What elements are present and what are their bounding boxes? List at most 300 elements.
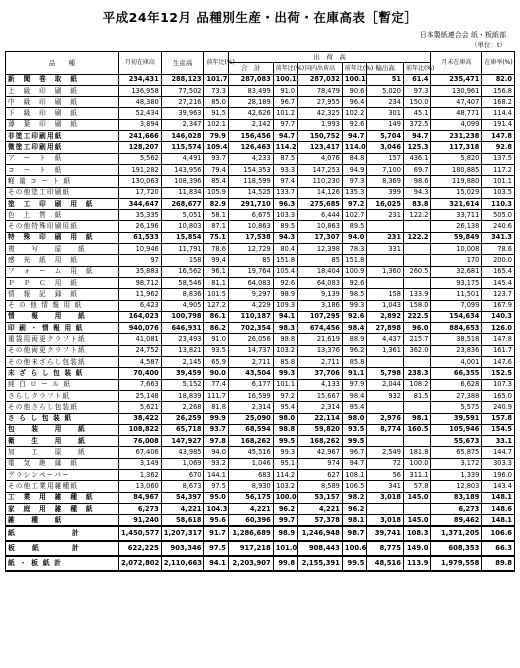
cell-value: 4,437	[367, 334, 404, 345]
cell-value: 100.9	[342, 266, 366, 277]
cell-value: 98.7	[342, 526, 366, 541]
cell-value: 98.0	[273, 413, 297, 424]
cell-value: 94.0	[342, 232, 366, 243]
cell-value: 41,081	[118, 334, 161, 345]
cell-value: 3,149	[118, 458, 161, 469]
cell-value: 148.1	[482, 492, 515, 503]
cell-value: 6,423	[118, 300, 161, 311]
cell-value: 1,360	[367, 266, 404, 277]
cell-value: 78.6	[204, 244, 228, 255]
cell-value: 100.1	[342, 74, 366, 85]
cell-value: 94.7	[273, 131, 297, 142]
header-export-ratio: 前年比(%)	[403, 63, 430, 74]
row-label: その他未ざらし包装紙	[6, 357, 119, 368]
row-label: 感 光 紙 用 紙	[6, 255, 119, 266]
cell-value: 48,771	[431, 108, 482, 119]
cell-value: 108,822	[118, 424, 161, 435]
cell-value: 4,221	[228, 503, 273, 514]
table-row	[6, 424, 515, 435]
row-label: 下 級 印 刷 紙	[6, 108, 119, 119]
cell-value: 98.0	[342, 413, 366, 424]
cell-value: 96.2	[273, 503, 297, 514]
cell-value: 222.5	[403, 311, 430, 322]
cell-value: 7,099	[431, 300, 482, 311]
cell-value: 268,677	[161, 198, 204, 209]
row-label: その他塗工印刷紙	[6, 187, 119, 198]
cell-value: 57,378	[298, 515, 343, 527]
cell-value: 2,892	[367, 311, 404, 322]
cell-value: 110.3	[482, 198, 515, 209]
cell-value: 181.8	[403, 447, 430, 458]
cell-value: 65,875	[431, 447, 482, 458]
cell-value: 4,099	[431, 119, 482, 130]
cell-value: 6,273	[118, 503, 161, 514]
table-header	[6, 52, 515, 75]
cell-value: 128,207	[118, 142, 161, 153]
cell-value: 154,353	[228, 164, 273, 175]
row-label: 薄 葉 印 刷 紙	[6, 119, 119, 130]
cell-value: 66.3	[482, 541, 515, 556]
cell-value	[403, 244, 430, 255]
cell-value: 113.9	[403, 556, 430, 571]
row-label: 衛 生 用 紙	[6, 436, 119, 447]
row-label: その他特殊印刷用紙	[6, 221, 119, 232]
cell-value: 362.0	[403, 345, 430, 356]
cell-value: 99.9	[204, 413, 228, 424]
row-label: 電 気 絶 縁 紙	[6, 458, 119, 469]
cell-value: 96.2	[342, 503, 366, 514]
cell-value: 67,406	[118, 447, 161, 458]
cell-value: 6,444	[298, 210, 343, 221]
row-label: 家 庭 用 雑 種 紙	[6, 503, 119, 514]
cell-value: 235,471	[431, 74, 482, 85]
cell-value: 10,008	[431, 244, 482, 255]
cell-value: 1,207,317	[161, 526, 204, 541]
cell-value: 97.9	[342, 379, 366, 390]
cell-value	[367, 255, 404, 266]
cell-value: 106.6	[482, 526, 515, 541]
cell-value: 24,752	[118, 345, 161, 356]
cell-value: 99.4	[204, 255, 228, 266]
cell-value: 108,396	[161, 176, 204, 187]
cell-value: 241,666	[118, 131, 161, 142]
cell-value: 917,218	[228, 541, 273, 556]
cell-value: 15,029	[431, 187, 482, 198]
cell-value: 147.8	[482, 334, 515, 345]
table-row	[6, 515, 515, 527]
cell-value: 108.2	[403, 379, 430, 390]
cell-value: 59,849	[431, 232, 482, 243]
cell-value: 86.2	[204, 323, 228, 334]
cell-value: 17,538	[228, 232, 273, 243]
cell-value: 51	[367, 74, 404, 85]
row-label: 色 上 質 紙	[6, 210, 119, 221]
table-row	[6, 300, 515, 311]
cell-value: 1,069	[161, 458, 204, 469]
cell-value: 96.3	[273, 198, 297, 209]
cell-value: 97.2	[342, 198, 366, 209]
statistics-table	[5, 51, 515, 572]
cell-value: 19,764	[228, 266, 273, 277]
cell-value: 133.7	[273, 187, 297, 198]
cell-value: 2,110,663	[161, 556, 204, 571]
cell-value: 98.4	[342, 323, 366, 334]
cell-value: 56,175	[228, 492, 273, 503]
cell-value: 27,955	[298, 97, 343, 108]
cell-value: 81.8	[204, 402, 228, 413]
header-hinshu: 品 種	[6, 52, 119, 75]
cell-value: 231,238	[431, 131, 482, 142]
cell-value: 101.5	[204, 289, 228, 300]
cell-value: 98.6	[403, 176, 430, 187]
table-row	[6, 221, 515, 232]
table-row	[6, 277, 515, 288]
cell-value: 105.4	[273, 266, 297, 277]
cell-value: 91.0	[273, 85, 297, 96]
cell-value: 92.6	[273, 277, 297, 288]
cell-value: 157.8	[482, 413, 515, 424]
cell-value: 93.7	[204, 153, 228, 164]
cell-value: 321,614	[431, 198, 482, 209]
cell-value: 93,175	[431, 277, 482, 288]
cell-value: 96.1	[204, 266, 228, 277]
cell-value: 908,443	[298, 541, 343, 556]
cell-value: 61.4	[403, 74, 430, 85]
cell-value: 151.8	[342, 255, 366, 266]
cell-value: 683	[228, 469, 273, 480]
table-row	[6, 436, 515, 447]
row-label: コ ー ト 紙	[6, 164, 119, 175]
cell-value: 1,371,205	[431, 526, 482, 541]
header-total: 合 計	[228, 63, 273, 74]
cell-value: 144.7	[482, 447, 515, 458]
cell-value: 2,314	[228, 402, 273, 413]
row-label: ア ー ト 紙	[6, 153, 119, 164]
cell-value: 145.0	[403, 492, 430, 503]
cell-value: 123.7	[482, 289, 515, 300]
cell-value: 1,046	[228, 458, 273, 469]
total-row	[6, 526, 515, 541]
cell-value: 91,240	[118, 515, 161, 527]
cell-value: 16,599	[228, 390, 273, 401]
cell-value: 627	[298, 469, 343, 480]
header-domestic: 国内出荷高	[298, 63, 343, 74]
cell-value: 156.8	[482, 85, 515, 96]
cell-value: 101.0	[273, 541, 297, 556]
cell-value: 72	[367, 458, 404, 469]
cell-value: 85	[298, 255, 343, 266]
table-row	[6, 447, 515, 458]
row-label: その他両更クラフト紙	[6, 345, 119, 356]
cell-value: 3,018	[367, 492, 404, 503]
cell-value: 4,133	[298, 379, 343, 390]
cell-value: 26,056	[228, 334, 273, 345]
cell-value: 89.5	[273, 221, 297, 232]
cell-value: 674,456	[298, 323, 343, 334]
cell-value: 2,268	[161, 402, 204, 413]
cell-value: 2,155,391	[298, 556, 343, 571]
cell-value: 122.2	[403, 210, 430, 221]
cell-value: 57.8	[403, 481, 430, 492]
cell-value: 92.6	[342, 119, 366, 130]
table-row	[6, 334, 515, 345]
row-label: 純 白 ロ ー ル 紙	[6, 379, 119, 390]
cell-value: 149.0	[403, 541, 430, 556]
cell-value	[403, 357, 430, 368]
cell-value: 2,203,907	[228, 556, 273, 571]
table-row	[6, 232, 515, 243]
cell-value: 108.1	[342, 469, 366, 480]
cell-value: 58.1	[204, 210, 228, 221]
cell-value: 98.1	[403, 413, 430, 424]
cell-value: 60,396	[228, 515, 273, 527]
cell-value: 88.9	[342, 334, 366, 345]
cell-value: 8,589	[298, 481, 343, 492]
header-production-ratio: 前年比(%)	[204, 52, 228, 75]
cell-value: 149	[367, 119, 404, 130]
cell-value: 12,803	[431, 481, 482, 492]
cell-value: 106.5	[342, 481, 366, 492]
cell-value: 16,562	[161, 266, 204, 277]
cell-value: 83.8	[403, 198, 430, 209]
cell-value: 303.3	[482, 458, 515, 469]
cell-value: 85.4	[204, 176, 228, 187]
cell-value: 93.2	[204, 458, 228, 469]
cell-value: 76,008	[118, 436, 161, 447]
cell-value: 2,314	[298, 402, 343, 413]
cell-value: 13,821	[161, 345, 204, 356]
cell-value: 107.3	[482, 379, 515, 390]
cell-value: 99.5	[342, 556, 366, 571]
cell-value: 98.8	[273, 424, 297, 435]
cell-value: 102.1	[204, 119, 228, 130]
cell-value: 170	[431, 255, 482, 266]
cell-value: 97	[118, 255, 161, 266]
cell-value: 16,025	[367, 198, 404, 209]
cell-value: 505.0	[482, 210, 515, 221]
cell-value: 311.1	[403, 469, 430, 480]
table-row	[6, 390, 515, 401]
cell-value: 35,335	[118, 210, 161, 221]
cell-value: 25,090	[228, 413, 273, 424]
cell-value: 99.3	[273, 447, 297, 458]
cell-value: 77,502	[161, 85, 204, 96]
cell-value: 12,729	[228, 244, 273, 255]
row-label: そ の 他 情 報 用 紙	[6, 300, 119, 311]
row-label: 軽 量 コ ー ト 紙	[6, 176, 119, 187]
cell-value: 231	[367, 210, 404, 221]
cell-value: 903,346	[161, 541, 204, 556]
cell-value: 1,361	[367, 345, 404, 356]
table-body	[6, 74, 515, 571]
cell-value: 135.3	[342, 187, 366, 198]
cell-value: 10,863	[298, 221, 343, 232]
cell-value: 11,791	[161, 244, 204, 255]
cell-value: 82.0	[482, 74, 515, 85]
cell-value: 94.3	[403, 187, 430, 198]
cell-value: 98.8	[273, 334, 297, 345]
cell-value: 38,422	[118, 413, 161, 424]
cell-value: 168,262	[228, 436, 273, 447]
table-row	[6, 244, 515, 255]
header-domestic-ratio: 前年比(%)	[342, 63, 366, 74]
cell-value: 2,347	[161, 119, 204, 130]
cell-value: 6,628	[431, 379, 482, 390]
table-row	[6, 142, 515, 153]
cell-value: 18,839	[161, 390, 204, 401]
cell-value: 96.4	[342, 97, 366, 108]
header-end-stock: 月末在庫高	[431, 52, 482, 75]
row-label: フ ォ ー ム 用 紙	[6, 266, 119, 277]
cell-value: 95.6	[204, 515, 228, 527]
organization-label: 日本製紙連合会 紙・板紙部	[419, 31, 506, 39]
row-label: 工 業 用 雑 種 紙	[6, 492, 119, 503]
cell-value: 103.2	[273, 345, 297, 356]
cell-value: 372.5	[403, 119, 430, 130]
cell-value	[403, 436, 430, 447]
cell-value: 10,863	[228, 221, 273, 232]
cell-value: 341	[367, 481, 404, 492]
cell-value: 80.4	[273, 244, 297, 255]
table-row	[6, 311, 515, 322]
cell-value: 98.2	[342, 492, 366, 503]
cell-value: 48,516	[367, 556, 404, 571]
cell-value: 99.3	[342, 300, 366, 311]
table-row	[6, 289, 515, 300]
cell-value: 39,741	[367, 526, 404, 541]
cell-value: 43,985	[161, 447, 204, 458]
cell-value: 2,145	[161, 357, 204, 368]
row-label: その他さらし包装紙	[6, 402, 119, 413]
cell-value: 87.5	[273, 153, 297, 164]
cell-value: 114.0	[342, 142, 366, 153]
cell-value: 98.1	[342, 515, 366, 527]
cell-value: 66,355	[431, 368, 482, 379]
cell-value: 58,546	[161, 277, 204, 288]
cell-value: 97.7	[273, 119, 297, 130]
cell-value: 148.6	[482, 503, 515, 514]
cell-value	[367, 357, 404, 368]
cell-value: 436.1	[403, 153, 430, 164]
cell-value: 5,798	[367, 368, 404, 379]
cell-value: 215.7	[403, 334, 430, 345]
cell-value: 125.3	[403, 142, 430, 153]
cell-value: 5,562	[118, 153, 161, 164]
cell-value: 102.2	[342, 108, 366, 119]
cell-value: 10,803	[161, 221, 204, 232]
table-row	[6, 402, 515, 413]
cell-value: 150,752	[298, 131, 343, 142]
cell-value: 82.9	[204, 198, 228, 209]
cell-value: 301	[367, 108, 404, 119]
cell-value: 27,216	[161, 97, 204, 108]
cell-value: 234,431	[118, 74, 161, 85]
cell-value: 341.3	[482, 232, 515, 243]
cell-value: 118,599	[228, 176, 273, 187]
cell-value: 96.7	[273, 97, 297, 108]
cell-value: 119,880	[431, 176, 482, 187]
cell-value: 147,927	[161, 436, 204, 447]
cell-value: 165.4	[482, 266, 515, 277]
row-label: 微塗工印刷用紙	[6, 142, 119, 153]
cell-value: 7,100	[367, 164, 404, 175]
table-row	[6, 458, 515, 469]
row-label: 上 級 印 刷 紙	[6, 85, 119, 96]
cell-value: 109.3	[273, 300, 297, 311]
cell-value: 56	[367, 469, 404, 480]
header-production: 生産高	[161, 52, 204, 75]
cell-value: 291,710	[228, 198, 273, 209]
cell-value: 25,148	[118, 390, 161, 401]
cell-value: 64,083	[298, 277, 343, 288]
cell-value: 3,172	[431, 458, 482, 469]
cell-value: 126.0	[482, 323, 515, 334]
cell-value: 73.3	[204, 85, 228, 96]
cell-value: 8,930	[228, 481, 273, 492]
table-row	[6, 357, 515, 368]
row-label: その他工業用雑種紙	[6, 481, 119, 492]
cell-value: 101.2	[273, 108, 297, 119]
cell-value: 5,820	[431, 153, 482, 164]
cell-value: 4,221	[161, 503, 204, 514]
cell-value: 11,962	[118, 289, 161, 300]
cell-value: 622,225	[118, 541, 161, 556]
cell-value: 33.1	[482, 436, 515, 447]
cell-value: 143.4	[482, 481, 515, 492]
cell-value: 8,836	[161, 289, 204, 300]
row-label: 印 刷 ・ 情 報 用 紙	[6, 323, 119, 334]
table-row	[6, 187, 515, 198]
cell-value: 81.1	[204, 277, 228, 288]
cell-value: 94.1	[204, 556, 228, 571]
cell-value: 275,685	[298, 198, 343, 209]
cell-value: 1,362	[118, 469, 161, 480]
table-row	[6, 108, 515, 119]
cell-value: 77.4	[204, 379, 228, 390]
cell-value: 147,253	[298, 164, 343, 175]
page-title: 平成24年12月 品種別生産・出荷・在庫高表［暫定］	[102, 10, 418, 25]
cell-value: 4,221	[298, 503, 343, 514]
cell-value: 234	[367, 97, 404, 108]
cell-value: 26,138	[431, 221, 482, 232]
cell-value: 101.1	[482, 176, 515, 187]
table-row	[6, 413, 515, 424]
table-row	[6, 503, 515, 514]
cell-value: 2,072,802	[118, 556, 161, 571]
cell-value: 100,798	[161, 311, 204, 322]
cell-value: 646,931	[161, 323, 204, 334]
cell-value: 10,946	[118, 244, 161, 255]
cell-value: 7,663	[118, 379, 161, 390]
cell-value: 136,958	[118, 85, 161, 96]
cell-value: 99.8	[273, 556, 297, 571]
cell-value: 164,023	[118, 311, 161, 322]
cell-value: 85.8	[273, 357, 297, 368]
cell-value: 98.9	[273, 289, 297, 300]
cell-value: 94.9	[342, 164, 366, 175]
cell-value: 932	[367, 390, 404, 401]
table-row	[6, 255, 515, 266]
cell-value: 6,675	[228, 210, 273, 221]
cell-value: 154,634	[431, 311, 482, 322]
cell-value: 15,854	[161, 232, 204, 243]
cell-value: 165.0	[482, 390, 515, 401]
table-row	[6, 481, 515, 492]
cell-value: 2,711	[228, 357, 273, 368]
cell-value: 93.5	[342, 424, 366, 435]
row-label: 紙 ・ 板 紙 計	[6, 556, 119, 571]
cell-value: 98.5	[342, 289, 366, 300]
